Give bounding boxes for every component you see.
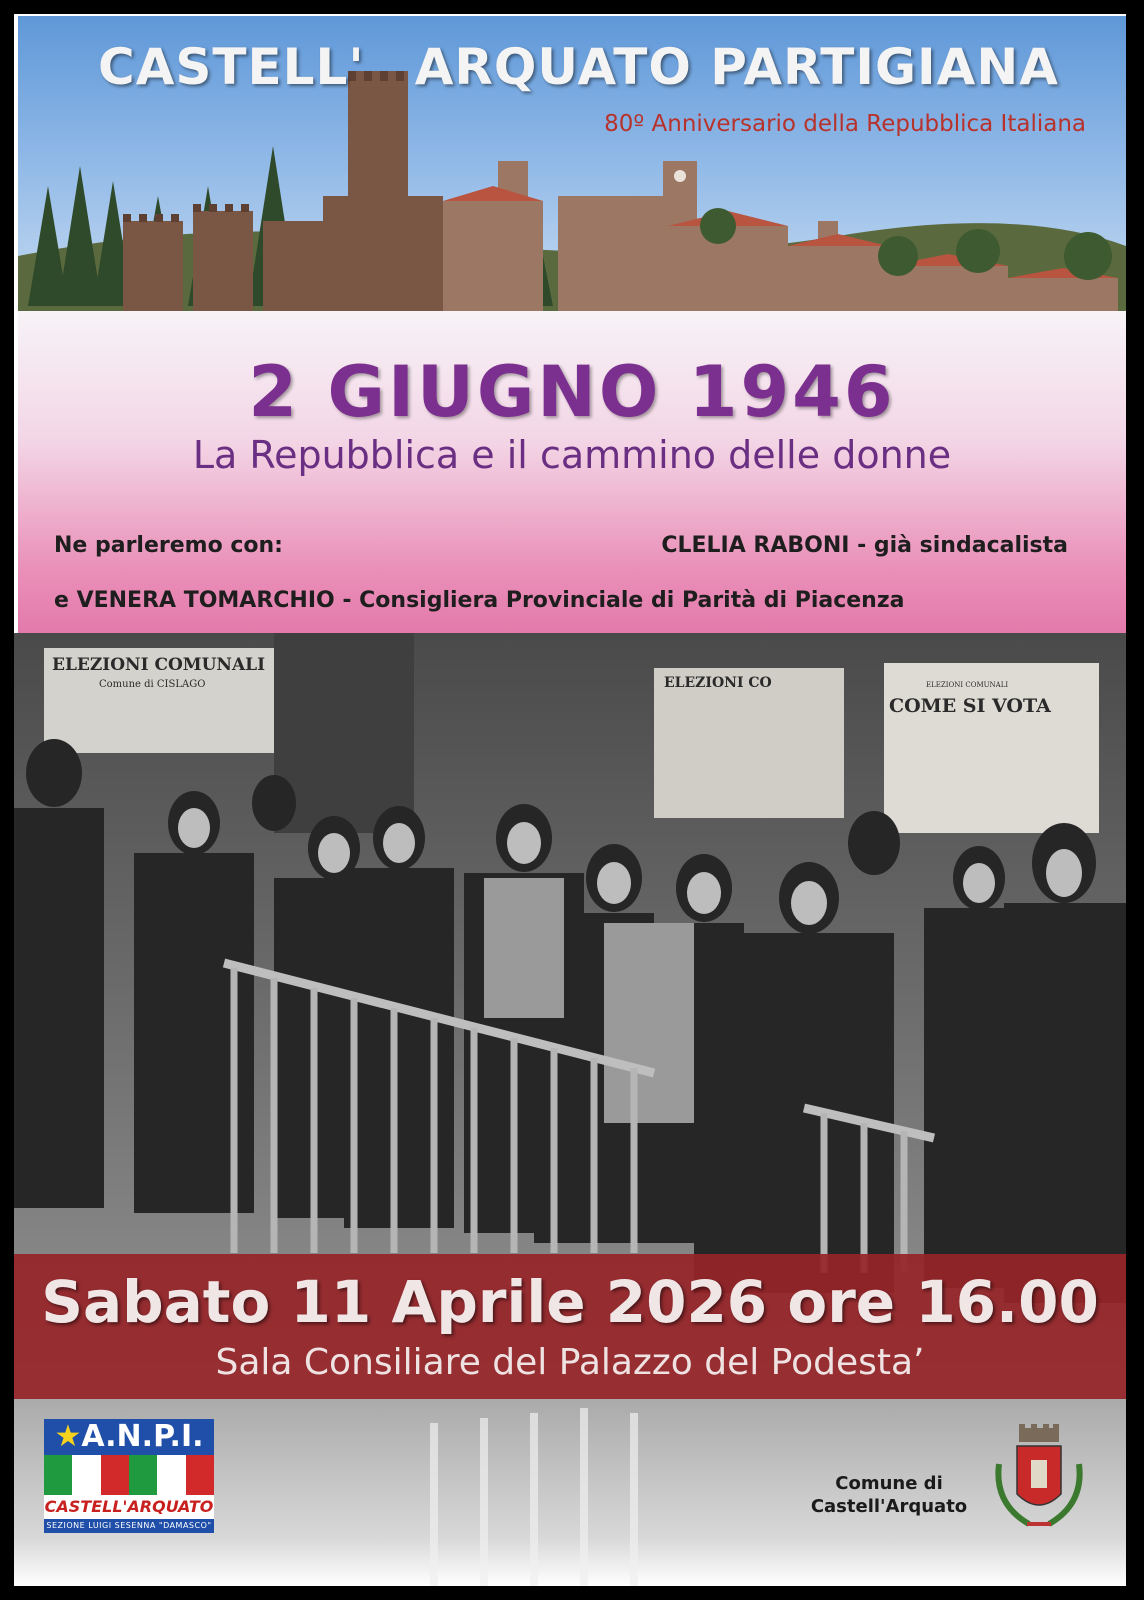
poster-comune: Comune di CISLAGO <box>99 679 206 690</box>
speakers-lead: Ne parleremo con: <box>54 533 283 558</box>
anpi-town: CASTELL'ARQUATO <box>44 1495 214 1519</box>
header-title-left: CASTELL' <box>98 38 365 96</box>
event-place: Sala Consiliare del Palazzo del Podesta’ <box>215 1342 925 1383</box>
comune-label <box>789 1472 989 1518</box>
main-subtitle: La Repubblica e il cammino delle donne <box>192 433 952 477</box>
event-date: Sabato 11 Aprile 2026 ore 16.00 <box>41 1268 1099 1336</box>
event-banner <box>14 1254 1126 1399</box>
anpi-letters: A.N.P.I. <box>81 1419 204 1454</box>
poster <box>14 14 1126 1586</box>
anpi-logo <box>44 1419 214 1541</box>
anpi-section: SEZIONE LUIGI SESENNA "DAMASCO" <box>44 1519 214 1533</box>
title-band <box>18 311 1126 633</box>
speaker-second: e VENERA TOMARCHIO - Consigliera Provinciale di Parità di Piacenza <box>54 588 905 613</box>
poster-elezioni-comunali: ELEZIONI COMUNALI <box>52 655 266 675</box>
main-title: 2 GIUGNO 1946 <box>248 351 896 433</box>
poster-elezioni-co: ELEZIONI CO <box>664 675 772 691</box>
speaker-first: CLELIA RABONI - già sindacalista <box>661 533 1068 558</box>
anpi-logo-header <box>44 1419 214 1455</box>
comune-line2: Castell'Arquato <box>810 1496 968 1517</box>
header-subtitle: 80º Anniversario della Repubblica Italiana <box>604 111 1086 137</box>
header-photo <box>18 16 1126 311</box>
header-title <box>98 38 1078 96</box>
coat-of-arms-icon <box>989 1424 1089 1544</box>
header-title-right: ARQUATO PARTIGIANA <box>414 38 1059 96</box>
poster-come-si-vota: COME SI VOTA <box>889 695 1051 717</box>
star-icon: ★ <box>54 1419 82 1454</box>
poster-come-si-vota-sub: ELEZIONI COMUNALI <box>926 681 1009 689</box>
comune-line1: Comune di <box>835 1473 943 1494</box>
italian-flag-icon <box>44 1455 214 1495</box>
